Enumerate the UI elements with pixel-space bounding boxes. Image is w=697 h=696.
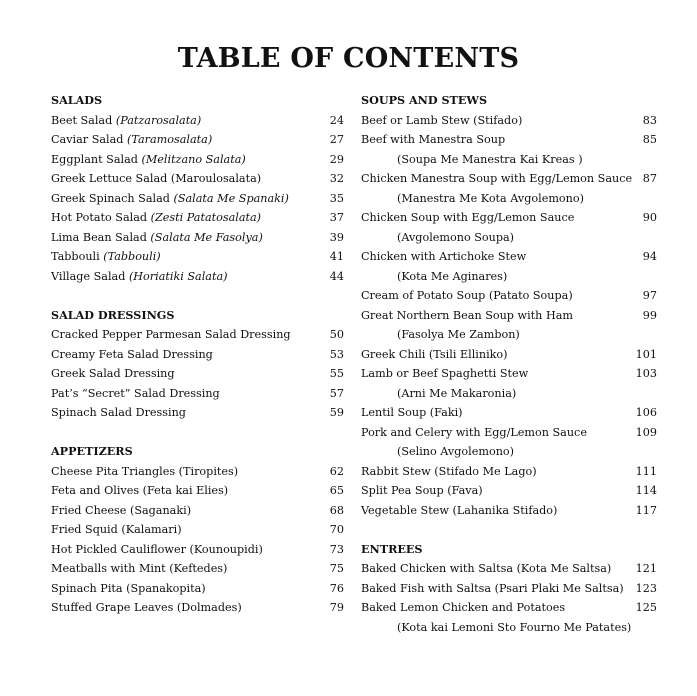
entry-page-number: 87	[642, 172, 657, 185]
entry-page-number: 41	[329, 250, 344, 263]
toc-entry	[361, 559, 657, 579]
toc-entry	[51, 325, 344, 345]
entry-title	[51, 403, 330, 423]
entry-greek-name: (Kota Me Aginares)	[397, 269, 508, 283]
entry-name: Beef or Lamb Stew (Stifado)	[361, 113, 523, 127]
toc-entry	[361, 286, 657, 306]
entry-name: Lima Bean Salad	[51, 230, 147, 244]
entry-name: Chicken Soup with Egg/Lemon Sauce	[361, 211, 575, 224]
entry-page-number: 117	[635, 503, 657, 517]
toc-entry	[361, 501, 657, 521]
entry-page-number: 50	[329, 328, 344, 341]
entry-name: Hot Pickled Cauliflower (Kounoupidi)	[51, 542, 263, 556]
entry-page-number: 94	[642, 250, 657, 263]
toc-entry	[51, 189, 344, 209]
entry-title	[361, 130, 643, 150]
toc-entry	[51, 384, 344, 404]
toc-entry	[361, 208, 657, 228]
entry-name: Fried Squid (Kalamari)	[51, 523, 182, 536]
entry-page-number: 57	[329, 386, 344, 400]
entry-name: Lamb or Beef Spaghetti Stew	[361, 367, 529, 380]
page-title: TABLE OF CONTENTS	[177, 43, 520, 74]
toc-entry	[51, 345, 344, 365]
entry-title	[361, 579, 636, 599]
toc-entry	[361, 130, 657, 150]
toc-entry	[51, 559, 344, 579]
entry-name: Cracked Pepper Parmesan Salad Dressing	[51, 328, 291, 341]
entry-name: Spinach Salad Dressing	[51, 406, 186, 419]
entry-page-number: 73	[329, 542, 344, 556]
entry-greek-name: (Patzarosalata)	[115, 113, 202, 127]
entry-greek-name: (Horiatiki Salata)	[128, 269, 228, 283]
entry-title	[361, 598, 636, 618]
entry-title	[51, 169, 330, 189]
entry-page-number: 32	[329, 172, 344, 185]
entry-page-number: 114	[635, 484, 657, 497]
entry-title	[361, 559, 636, 579]
entry-title	[361, 169, 643, 189]
entry-page-number: 125	[635, 601, 657, 614]
toc-entry	[361, 306, 657, 326]
entry-title	[51, 481, 330, 501]
entry-name: Creamy Feta Salad Dressing	[51, 347, 213, 361]
entry-page-number: 65	[329, 484, 344, 497]
entry-title	[51, 130, 330, 150]
entry-greek-name: (Selino Avgolemono)	[397, 445, 514, 458]
entry-name: Spinach Pita (Spanakopita)	[51, 581, 206, 595]
entry-name: Baked Chicken with Saltsa (Kota Me Saltsa)	[361, 562, 612, 575]
entry-page-number: 24	[329, 113, 344, 127]
entry-page-number: 68	[329, 503, 344, 517]
toc-entry	[51, 598, 344, 618]
entry-page-number: 90	[642, 211, 657, 224]
entry-title	[361, 462, 636, 482]
entry-name: Split Pea Soup (Fava)	[361, 484, 483, 497]
entry-page-number: 27	[329, 133, 344, 146]
entry-name: Rabbit Stew (Stifado Me Lago)	[361, 464, 537, 478]
entry-page-number: 85	[642, 133, 657, 146]
toc-entry	[51, 481, 344, 501]
toc-entry	[51, 579, 344, 599]
entry-name: Meatballs with Mint (Keftedes)	[51, 562, 228, 575]
toc-entry	[51, 111, 344, 131]
entry-title	[361, 403, 636, 423]
toc-entry	[51, 540, 344, 560]
entry-title	[51, 150, 330, 170]
entry-page-number: 76	[329, 581, 344, 595]
entry-title	[51, 520, 330, 540]
entry-title	[361, 208, 643, 228]
entry-page-number: 53	[329, 347, 344, 361]
toc-entry	[361, 345, 657, 365]
entry-page-number: 39	[329, 230, 344, 244]
entry-name: Feta and Olives (Feta kai Elies)	[51, 484, 229, 497]
entry-title	[51, 208, 330, 228]
entry-title	[361, 286, 643, 306]
entry-title	[51, 111, 330, 131]
entry-page-number: 123	[635, 581, 657, 595]
entry-title	[361, 111, 643, 131]
entry-page-number: 101	[635, 347, 657, 361]
toc-section	[51, 442, 344, 618]
entry-greek-name: (Fasolya Me Zambon)	[397, 328, 520, 341]
entry-name: Stuffed Grape Leaves (Dolmades)	[51, 601, 242, 614]
entry-name: Hot Potato Salad	[51, 211, 148, 224]
entry-name: Baked Fish with Saltsa (Psari Plaki Me Saltsa)	[361, 581, 624, 595]
entry-name: Tabbouli	[51, 250, 100, 263]
entry-title	[361, 345, 636, 365]
toc-entry	[51, 462, 344, 482]
section-heading: ENTREES	[361, 541, 423, 556]
entry-name: Greek Chili (Tsili Elliniko)	[361, 347, 508, 361]
entry-page-number: 70	[329, 523, 344, 536]
entry-page-number: 79	[329, 601, 344, 614]
entry-page-number: 44	[329, 269, 344, 283]
section-heading: SOUPS AND STEWS	[361, 93, 488, 107]
toc-entry	[361, 579, 657, 599]
entry-name: Baked Lemon Chicken and Potatoes	[361, 601, 566, 614]
entry-title	[361, 306, 643, 326]
entry-title	[51, 189, 330, 209]
entry-greek-name: (Salata Me Spanaki)	[173, 191, 289, 205]
toc-section	[361, 91, 657, 520]
entry-name: Cheese Pita Triangles (Tiropites)	[51, 464, 239, 478]
toc-entry	[51, 403, 344, 423]
entry-title	[51, 540, 330, 560]
entry-greek-name: (Manestra Me Kota Avgolemono)	[397, 191, 584, 205]
entry-name: Chicken Manestra Soup with Egg/Lemon Sauce	[361, 172, 633, 185]
entry-name: Great Northern Bean Soup with Ham	[361, 308, 573, 322]
entry-title	[51, 598, 330, 618]
entry-name: Chicken with Artichoke Stew	[361, 250, 527, 263]
entry-title	[51, 501, 330, 521]
entry-page-number: 103	[635, 367, 657, 380]
toc-entry	[361, 598, 657, 618]
entry-greek-name: (Avgolemono Soupa)	[397, 230, 515, 244]
entry-name: Eggplant Salad	[51, 152, 138, 166]
entry-greek-name: (Soupa Me Manestra Kai Kreas )	[397, 152, 583, 166]
entry-title	[51, 462, 330, 482]
right-column	[361, 91, 657, 657]
entry-page-number: 106	[635, 406, 657, 419]
entry-name: Cream of Potato Soup (Patato Soupa)	[361, 289, 573, 302]
entry-title	[361, 247, 643, 267]
entry-name: Pork and Celery with Egg/Lemon Sauce	[361, 425, 587, 439]
toc-entry	[51, 501, 344, 521]
entry-page-number: 37	[329, 211, 344, 224]
entry-page-number: 99	[642, 308, 657, 322]
toc-entry	[361, 423, 657, 443]
entry-page-number: 55	[329, 367, 344, 380]
toc-section	[51, 306, 344, 423]
entry-title	[361, 423, 636, 443]
toc-entry	[361, 462, 657, 482]
entry-title	[51, 267, 330, 287]
toc-entry	[361, 364, 657, 384]
entry-page-number: 62	[329, 464, 344, 478]
toc-entry	[51, 228, 344, 248]
entry-greek-name: (Zesti Patatosalata)	[150, 211, 262, 224]
entry-title	[361, 364, 636, 384]
entry-name: Caviar Salad	[51, 133, 124, 146]
entry-title	[51, 228, 330, 248]
entry-name: Fried Cheese (Saganaki)	[51, 503, 192, 517]
section-heading: APPETIZERS	[51, 444, 133, 458]
left-column	[51, 91, 344, 637]
entry-greek-name: (Arni Me Makaronia)	[397, 386, 517, 400]
entry-page-number: 59	[329, 406, 344, 419]
entry-name: Beef with Manestra Soup	[361, 133, 506, 146]
entry-greek-name: (Salata Me Fasolya)	[150, 230, 263, 244]
entry-page-number: 83	[642, 113, 657, 127]
entry-name: Greek Spinach Salad	[51, 191, 170, 205]
toc-entry	[51, 520, 344, 540]
entry-name: Vegetable Stew (Lahanika Stifado)	[361, 503, 558, 517]
entry-title	[51, 364, 330, 384]
entry-page-number: 75	[329, 562, 344, 575]
toc-entry	[51, 364, 344, 384]
toc-entry	[51, 150, 344, 170]
toc-entry	[51, 130, 344, 150]
toc-entry	[361, 111, 657, 131]
entry-page-number: 29	[329, 152, 344, 166]
toc-section	[361, 540, 657, 638]
entry-name: Greek Lettuce Salad (Maroulosalata)	[51, 172, 262, 185]
entry-title	[51, 559, 330, 579]
toc-entry	[361, 403, 657, 423]
entry-name: Greek Salad Dressing	[51, 367, 175, 380]
section-heading: SALAD DRESSINGS	[51, 307, 175, 322]
toc-entry	[51, 247, 344, 267]
entry-title	[51, 345, 330, 365]
entry-title	[51, 579, 330, 599]
entry-page-number: 121	[635, 562, 657, 575]
entry-title	[51, 384, 330, 404]
toc-entry	[51, 208, 344, 228]
entry-title	[51, 325, 330, 345]
toc-entry	[361, 481, 657, 501]
entry-page-number: 97	[642, 289, 657, 302]
section-heading: SALADS	[51, 93, 103, 107]
toc-entry	[51, 267, 344, 287]
entry-page-number: 111	[635, 464, 657, 478]
entry-greek-name: (Kota kai Lemoni Sto Fourno Me Patates)	[397, 620, 632, 634]
entry-name: Lentil Soup (Faki)	[361, 406, 463, 419]
entry-title	[361, 481, 636, 501]
entry-title	[361, 501, 636, 521]
entry-page-number: 35	[329, 191, 344, 205]
toc-entry	[51, 169, 344, 189]
entry-name: Beet Salad	[51, 113, 113, 127]
entry-name: Pat’s “Secret” Salad Dressing	[51, 386, 220, 400]
entry-title	[51, 247, 330, 267]
toc-entry	[361, 247, 657, 267]
entry-greek-name: (Tabbouli)	[103, 250, 161, 263]
entry-page-number: 109	[635, 425, 657, 439]
toc-section	[51, 91, 344, 286]
toc-entry	[361, 169, 657, 189]
entry-greek-name: (Taramosalata)	[127, 133, 213, 146]
entry-name: Village Salad	[51, 269, 126, 283]
entry-greek-name: (Melitzano Salata)	[141, 152, 246, 166]
